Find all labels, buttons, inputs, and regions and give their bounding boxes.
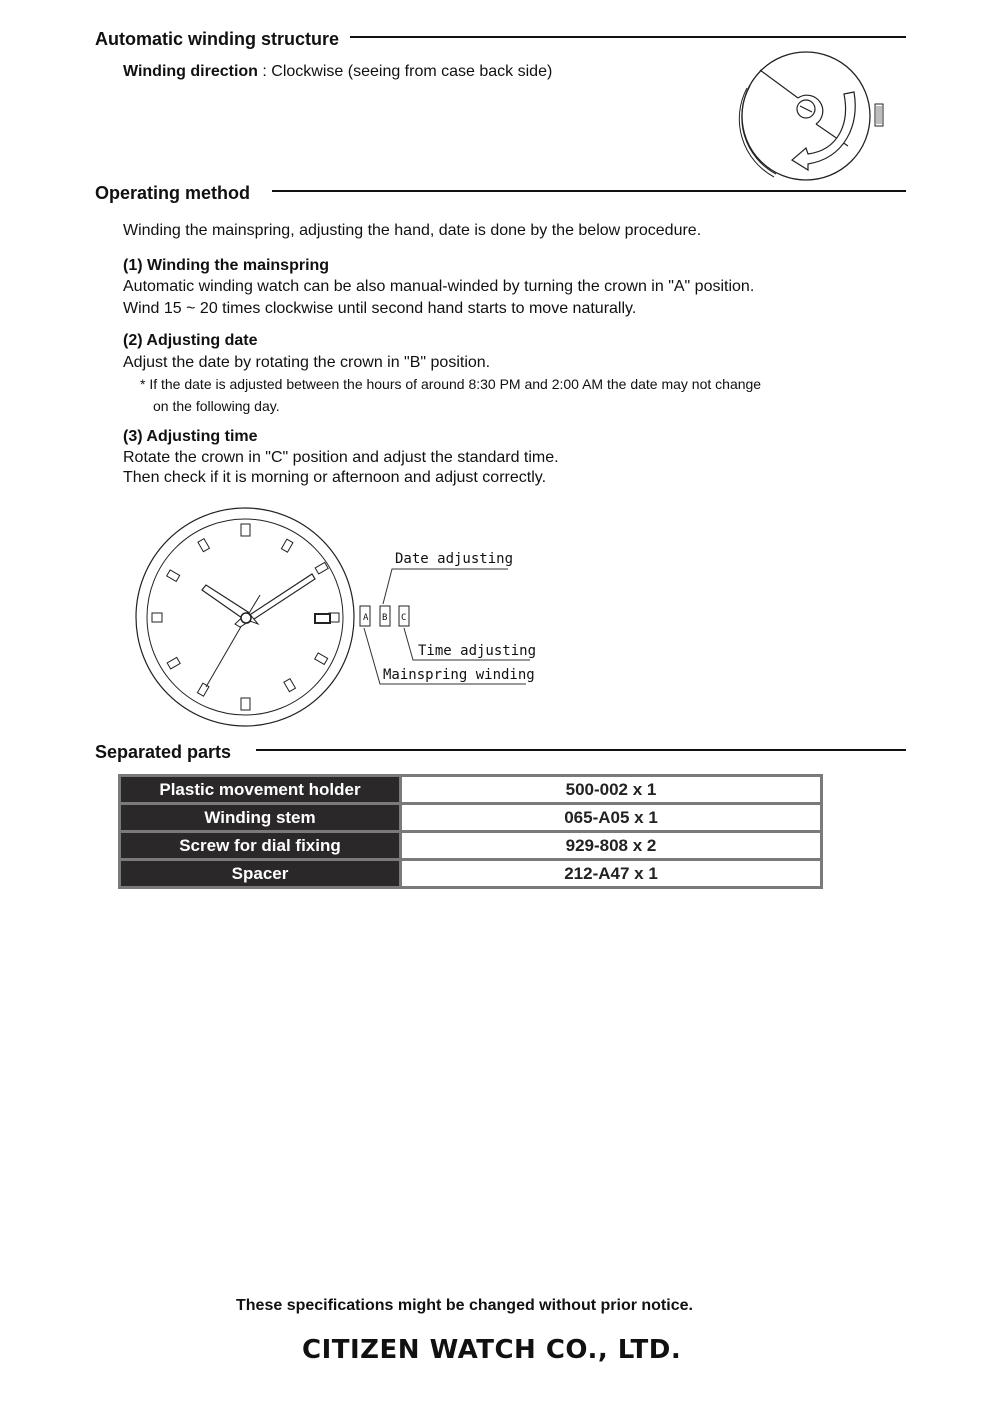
step-3-heading: (3) Adjusting time bbox=[123, 428, 258, 445]
table-row bbox=[120, 804, 822, 832]
part-name: Screw for dial fixing bbox=[120, 832, 401, 860]
table-row bbox=[120, 832, 822, 860]
table-row bbox=[120, 776, 822, 804]
part-code: 212-A47 x 1 bbox=[401, 860, 822, 888]
parts-table bbox=[118, 774, 823, 889]
winding-direction bbox=[123, 63, 552, 81]
company-logo: CITIZEN WATCH CO., LTD. bbox=[302, 1335, 682, 1365]
rotor-clockwise-diagram-icon bbox=[736, 46, 896, 186]
date-window-icon bbox=[315, 614, 330, 623]
section-title-auto-winding: Automatic winding structure bbox=[95, 29, 340, 49]
watch-face-diagram bbox=[130, 500, 550, 735]
winding-direction-value: Clockwise (seeing from case back side) bbox=[271, 63, 553, 80]
step-3-line-2: Then check if it is morning or afternoon and adjust correctly. bbox=[123, 469, 547, 486]
step-2-note-1: * If the date is adjusted between the hours of around 8:30 PM and 2:00 AM the date may not change bbox=[140, 376, 762, 392]
part-code: 065-A05 x 1 bbox=[401, 804, 822, 832]
section-rule bbox=[350, 36, 906, 38]
step-1-line-2: Wind 15 ~ 20 times clockwise until second hand starts to move naturally. bbox=[123, 300, 637, 317]
table-row bbox=[120, 860, 822, 888]
section-title-parts: Separated parts bbox=[95, 742, 232, 762]
step-1-heading: (1) Winding the mainspring bbox=[123, 257, 330, 274]
crown-pos-c: C bbox=[401, 613, 407, 623]
part-code: 500-002 x 1 bbox=[401, 776, 822, 804]
footer-notice: These specifications might be changed without prior notice. bbox=[236, 1297, 693, 1314]
section-rule bbox=[256, 749, 906, 751]
crown-positions-icon bbox=[360, 606, 409, 626]
crown-pos-b: B bbox=[382, 613, 388, 623]
winding-direction-sep: : bbox=[257, 63, 272, 80]
step-2-heading: (2) Adjusting date bbox=[123, 332, 258, 349]
crown-pos-a: A bbox=[363, 613, 369, 623]
step-2-line-1: Adjust the date by rotating the crown in "B" position. bbox=[123, 354, 491, 371]
watch-hands-icon bbox=[202, 574, 315, 687]
part-name: Plastic movement holder bbox=[120, 776, 401, 804]
step-1-line-1: Automatic winding watch can be also manual-winded by turning the crown in "A" position. bbox=[123, 278, 755, 295]
callout-date-adjusting: Date adjusting bbox=[395, 551, 514, 567]
section-rule bbox=[272, 190, 906, 192]
part-name: Winding stem bbox=[120, 804, 401, 832]
callout-mainspring-winding: Mainspring winding bbox=[383, 667, 535, 683]
step-3-line-1: Rotate the crown in "C" position and adjust the standard time. bbox=[123, 449, 559, 466]
part-code: 929-808 x 2 bbox=[401, 832, 822, 860]
part-name: Spacer bbox=[120, 860, 401, 888]
operating-intro: Winding the mainspring, adjusting the hand, date is done by the below procedure. bbox=[123, 222, 702, 239]
section-title-operating: Operating method bbox=[95, 183, 251, 203]
winding-direction-label: Winding direction bbox=[123, 63, 258, 80]
step-2-note-2: on the following day. bbox=[153, 398, 280, 414]
callout-time-adjusting: Time adjusting bbox=[418, 643, 537, 659]
